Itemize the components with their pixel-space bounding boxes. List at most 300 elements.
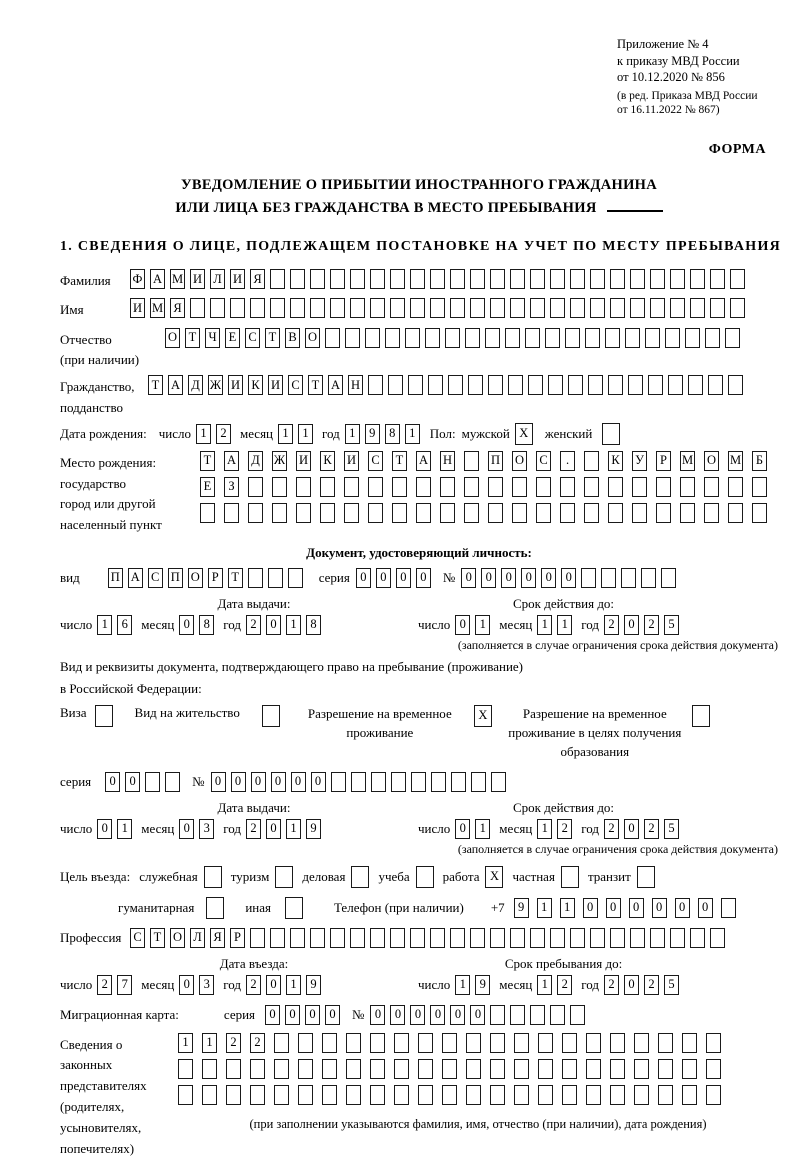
char-box[interactable]: Ф — [130, 269, 145, 289]
gender-female-checkbox[interactable] — [602, 423, 620, 445]
char-box[interactable]: Л — [190, 928, 205, 948]
char-box[interactable]: 0 — [698, 898, 713, 918]
char-box[interactable]: 9 — [514, 898, 529, 918]
char-box[interactable] — [706, 1059, 721, 1079]
char-box[interactable]: 3 — [199, 975, 214, 995]
char-box[interactable] — [425, 328, 440, 348]
purpose-work-checkbox[interactable] — [485, 866, 503, 888]
char-box[interactable]: 0 — [266, 819, 281, 839]
char-box[interactable] — [630, 928, 645, 948]
char-box[interactable] — [320, 503, 335, 523]
char-box[interactable]: С — [245, 328, 260, 348]
char-box[interactable] — [752, 477, 767, 497]
char-box[interactable] — [248, 477, 263, 497]
char-box[interactable] — [658, 1085, 673, 1105]
char-box[interactable] — [440, 477, 455, 497]
representatives-row3-boxes[interactable] — [178, 1085, 721, 1105]
char-box[interactable] — [445, 328, 460, 348]
char-box[interactable] — [274, 1033, 289, 1053]
char-box[interactable]: 0 — [455, 615, 470, 635]
char-box[interactable] — [450, 928, 465, 948]
char-box[interactable]: X — [515, 423, 533, 445]
char-box[interactable]: 0 — [370, 1005, 385, 1025]
patronymic-boxes[interactable] — [165, 328, 740, 348]
char-box[interactable] — [270, 269, 285, 289]
char-box[interactable] — [272, 477, 287, 497]
char-box[interactable] — [325, 328, 340, 348]
char-box[interactable] — [416, 503, 431, 523]
char-box[interactable] — [581, 568, 596, 588]
char-box[interactable] — [370, 1085, 385, 1105]
char-box[interactable] — [331, 772, 346, 792]
char-box[interactable] — [430, 298, 445, 318]
char-box[interactable]: 2 — [644, 975, 659, 995]
char-box[interactable] — [705, 328, 720, 348]
char-box[interactable] — [570, 1005, 585, 1025]
char-box[interactable] — [690, 269, 705, 289]
profession-boxes[interactable] — [130, 928, 725, 948]
char-box[interactable]: М — [170, 269, 185, 289]
char-box[interactable] — [530, 1005, 545, 1025]
char-box[interactable]: К — [608, 451, 623, 471]
char-box[interactable]: 1 — [560, 898, 575, 918]
char-box[interactable]: А — [128, 568, 143, 588]
char-box[interactable] — [451, 772, 466, 792]
char-box[interactable] — [730, 269, 745, 289]
char-box[interactable]: 0 — [461, 568, 476, 588]
char-box[interactable] — [505, 328, 520, 348]
edu-permit-checkbox[interactable] — [692, 705, 710, 727]
char-box[interactable] — [752, 503, 767, 523]
char-box[interactable]: 0 — [470, 1005, 485, 1025]
birth-day-boxes[interactable] — [196, 424, 231, 444]
char-box[interactable] — [490, 1033, 505, 1053]
char-box[interactable]: Е — [200, 477, 215, 497]
char-box[interactable]: О — [188, 568, 203, 588]
char-box[interactable] — [320, 477, 335, 497]
char-box[interactable] — [512, 503, 527, 523]
char-box[interactable] — [270, 298, 285, 318]
gender-male-checkbox[interactable] — [515, 423, 533, 445]
char-box[interactable] — [410, 269, 425, 289]
char-box[interactable] — [202, 1085, 217, 1105]
char-box[interactable]: М — [150, 298, 165, 318]
char-box[interactable]: 0 — [97, 819, 112, 839]
char-box[interactable]: 8 — [306, 615, 321, 635]
char-box[interactable] — [610, 298, 625, 318]
char-box[interactable] — [442, 1059, 457, 1079]
char-box[interactable]: 1 — [117, 819, 132, 839]
char-box[interactable] — [394, 1085, 409, 1105]
char-box[interactable] — [525, 328, 540, 348]
char-box[interactable]: 1 — [178, 1033, 193, 1053]
char-box[interactable]: О — [305, 328, 320, 348]
char-box[interactable]: 0 — [675, 898, 690, 918]
residence-issue-month-boxes[interactable] — [179, 819, 214, 839]
entry-month-boxes[interactable] — [179, 975, 214, 995]
char-box[interactable] — [690, 928, 705, 948]
char-box[interactable]: 0 — [561, 568, 576, 588]
char-box[interactable]: 0 — [125, 772, 140, 792]
char-box[interactable]: 5 — [664, 975, 679, 995]
residence-number-boxes[interactable] — [211, 772, 506, 792]
char-box[interactable]: 0 — [376, 568, 391, 588]
char-box[interactable]: 8 — [385, 424, 400, 444]
char-box[interactable] — [330, 928, 345, 948]
char-box[interactable] — [692, 705, 710, 727]
char-box[interactable] — [632, 477, 647, 497]
char-box[interactable] — [368, 375, 383, 395]
char-box[interactable]: М — [728, 451, 743, 471]
char-box[interactable] — [584, 451, 599, 471]
char-box[interactable] — [200, 503, 215, 523]
char-box[interactable]: 1 — [298, 424, 313, 444]
char-box[interactable] — [190, 298, 205, 318]
char-box[interactable] — [721, 898, 736, 918]
char-box[interactable] — [634, 1033, 649, 1053]
char-box[interactable] — [418, 1085, 433, 1105]
char-box[interactable] — [230, 298, 245, 318]
char-box[interactable] — [248, 503, 263, 523]
char-box[interactable] — [394, 1059, 409, 1079]
char-box[interactable] — [250, 1085, 265, 1105]
entry-year-boxes[interactable] — [246, 975, 321, 995]
char-box[interactable]: . — [560, 451, 575, 471]
char-box[interactable] — [514, 1033, 529, 1053]
char-box[interactable] — [510, 928, 525, 948]
char-box[interactable]: Ж — [272, 451, 287, 471]
char-box[interactable]: 0 — [481, 568, 496, 588]
char-box[interactable] — [270, 928, 285, 948]
char-box[interactable] — [491, 772, 506, 792]
char-box[interactable] — [585, 328, 600, 348]
char-box[interactable] — [145, 772, 160, 792]
char-box[interactable] — [275, 866, 293, 888]
char-box[interactable] — [95, 705, 113, 727]
char-box[interactable] — [550, 269, 565, 289]
char-box[interactable] — [650, 269, 665, 289]
char-box[interactable] — [391, 772, 406, 792]
char-box[interactable]: 0 — [105, 772, 120, 792]
char-box[interactable]: 2 — [604, 819, 619, 839]
char-box[interactable] — [350, 298, 365, 318]
char-box[interactable] — [370, 298, 385, 318]
char-box[interactable]: С — [148, 568, 163, 588]
issue-month-boxes[interactable] — [179, 615, 214, 635]
char-box[interactable] — [588, 375, 603, 395]
char-box[interactable] — [322, 1085, 337, 1105]
char-box[interactable]: В — [285, 328, 300, 348]
purpose-private-checkbox[interactable] — [561, 866, 579, 888]
char-box[interactable] — [226, 1085, 241, 1105]
doc-series-boxes[interactable] — [356, 568, 431, 588]
char-box[interactable] — [550, 298, 565, 318]
char-box[interactable] — [530, 298, 545, 318]
char-box[interactable]: 0 — [179, 975, 194, 995]
char-box[interactable]: 5 — [664, 819, 679, 839]
char-box[interactable]: П — [488, 451, 503, 471]
char-box[interactable]: 0 — [501, 568, 516, 588]
char-box[interactable] — [608, 375, 623, 395]
char-box[interactable] — [442, 1085, 457, 1105]
char-box[interactable]: Е — [225, 328, 240, 348]
char-box[interactable]: 0 — [266, 975, 281, 995]
char-box[interactable] — [298, 1085, 313, 1105]
char-box[interactable] — [464, 451, 479, 471]
char-box[interactable] — [488, 375, 503, 395]
char-box[interactable]: О — [512, 451, 527, 471]
residence-expiry-day-boxes[interactable] — [455, 819, 490, 839]
purpose-humanitarian-checkbox[interactable] — [206, 897, 224, 919]
doc-kind-boxes[interactable] — [108, 568, 303, 588]
char-box[interactable] — [530, 269, 545, 289]
residence-issue-day-boxes[interactable] — [97, 819, 132, 839]
char-box[interactable] — [470, 928, 485, 948]
char-box[interactable] — [608, 503, 623, 523]
char-box[interactable]: И — [228, 375, 243, 395]
char-box[interactable]: С — [368, 451, 383, 471]
char-box[interactable]: 0 — [356, 568, 371, 588]
char-box[interactable] — [368, 503, 383, 523]
char-box[interactable]: Р — [656, 451, 671, 471]
char-box[interactable]: 5 — [664, 615, 679, 635]
char-box[interactable] — [682, 1085, 697, 1105]
char-box[interactable] — [248, 568, 263, 588]
char-box[interactable] — [725, 328, 740, 348]
char-box[interactable]: С — [536, 451, 551, 471]
char-box[interactable] — [346, 1085, 361, 1105]
char-box[interactable]: М — [680, 451, 695, 471]
char-box[interactable] — [178, 1085, 193, 1105]
char-box[interactable] — [528, 375, 543, 395]
char-box[interactable] — [632, 503, 647, 523]
char-box[interactable] — [605, 328, 620, 348]
char-box[interactable]: И — [190, 269, 205, 289]
char-box[interactable]: 2 — [246, 615, 261, 635]
char-box[interactable]: Л — [210, 269, 225, 289]
char-box[interactable] — [485, 328, 500, 348]
char-box[interactable]: 0 — [305, 1005, 320, 1025]
residence-expiry-year-boxes[interactable] — [604, 819, 679, 839]
char-box[interactable] — [656, 477, 671, 497]
char-box[interactable]: 0 — [396, 568, 411, 588]
char-box[interactable] — [365, 328, 380, 348]
char-box[interactable] — [368, 477, 383, 497]
char-box[interactable] — [392, 477, 407, 497]
char-box[interactable] — [548, 375, 563, 395]
char-box[interactable] — [536, 503, 551, 523]
char-box[interactable] — [330, 269, 345, 289]
char-box[interactable] — [570, 928, 585, 948]
char-box[interactable]: Р — [230, 928, 245, 948]
char-box[interactable]: 0 — [390, 1005, 405, 1025]
char-box[interactable] — [488, 477, 503, 497]
char-box[interactable] — [706, 1033, 721, 1053]
char-box[interactable] — [466, 1059, 481, 1079]
char-box[interactable] — [385, 328, 400, 348]
char-box[interactable] — [371, 772, 386, 792]
char-box[interactable] — [408, 375, 423, 395]
char-box[interactable]: 0 — [583, 898, 598, 918]
char-box[interactable]: Д — [248, 451, 263, 471]
char-box[interactable] — [250, 1059, 265, 1079]
char-box[interactable]: К — [320, 451, 335, 471]
char-box[interactable] — [345, 328, 360, 348]
char-box[interactable] — [464, 477, 479, 497]
char-box[interactable] — [298, 1059, 313, 1079]
char-box[interactable] — [565, 328, 580, 348]
char-box[interactable] — [388, 375, 403, 395]
char-box[interactable]: А — [168, 375, 183, 395]
char-box[interactable]: 0 — [624, 819, 639, 839]
char-box[interactable]: 0 — [410, 1005, 425, 1025]
char-box[interactable] — [410, 298, 425, 318]
char-box[interactable] — [204, 866, 222, 888]
char-box[interactable]: 0 — [606, 898, 621, 918]
char-box[interactable]: 1 — [557, 615, 572, 635]
char-box[interactable] — [224, 503, 239, 523]
migration-series-boxes[interactable] — [265, 1005, 340, 1025]
char-box[interactable] — [210, 298, 225, 318]
char-box[interactable] — [610, 1085, 625, 1105]
char-box[interactable] — [490, 269, 505, 289]
residence-series-boxes[interactable] — [105, 772, 180, 792]
char-box[interactable] — [538, 1059, 553, 1079]
birth-place-row2-boxes[interactable] — [200, 477, 767, 497]
char-box[interactable] — [728, 375, 743, 395]
char-box[interactable]: 0 — [231, 772, 246, 792]
char-box[interactable] — [512, 477, 527, 497]
char-box[interactable] — [560, 477, 575, 497]
char-box[interactable]: 3 — [199, 819, 214, 839]
char-box[interactable] — [411, 772, 426, 792]
residence-issue-year-boxes[interactable] — [246, 819, 321, 839]
char-box[interactable]: 1 — [537, 819, 552, 839]
char-box[interactable] — [442, 1033, 457, 1053]
char-box[interactable] — [370, 928, 385, 948]
char-box[interactable]: Т — [265, 328, 280, 348]
char-box[interactable]: 2 — [226, 1033, 241, 1053]
char-box[interactable]: К — [248, 375, 263, 395]
stay-month-boxes[interactable] — [537, 975, 572, 995]
char-box[interactable]: 1 — [202, 1033, 217, 1053]
char-box[interactable]: 9 — [365, 424, 380, 444]
char-box[interactable] — [416, 477, 431, 497]
char-box[interactable] — [390, 928, 405, 948]
char-box[interactable] — [450, 269, 465, 289]
char-box[interactable] — [510, 269, 525, 289]
char-box[interactable] — [250, 298, 265, 318]
char-box[interactable] — [510, 298, 525, 318]
char-box[interactable] — [610, 269, 625, 289]
char-box[interactable] — [250, 928, 265, 948]
char-box[interactable]: 1 — [345, 424, 360, 444]
migration-number-boxes[interactable] — [370, 1005, 585, 1025]
char-box[interactable]: 0 — [271, 772, 286, 792]
char-box[interactable]: И — [344, 451, 359, 471]
char-box[interactable] — [464, 503, 479, 523]
char-box[interactable] — [688, 375, 703, 395]
char-box[interactable]: 2 — [557, 975, 572, 995]
char-box[interactable] — [350, 269, 365, 289]
birth-year-boxes[interactable] — [345, 424, 420, 444]
char-box[interactable] — [610, 928, 625, 948]
char-box[interactable]: X — [474, 705, 492, 727]
char-box[interactable]: 9 — [475, 975, 490, 995]
char-box[interactable] — [418, 1033, 433, 1053]
issue-day-boxes[interactable] — [97, 615, 132, 635]
char-box[interactable] — [178, 1059, 193, 1079]
char-box[interactable]: 2 — [97, 975, 112, 995]
char-box[interactable] — [290, 928, 305, 948]
char-box[interactable] — [538, 1085, 553, 1105]
char-box[interactable] — [285, 897, 303, 919]
char-box[interactable] — [650, 298, 665, 318]
char-box[interactable] — [670, 298, 685, 318]
char-box[interactable] — [310, 928, 325, 948]
purpose-tourism-checkbox[interactable] — [275, 866, 293, 888]
char-box[interactable] — [508, 375, 523, 395]
char-box[interactable] — [390, 269, 405, 289]
char-box[interactable] — [470, 298, 485, 318]
representatives-row1-boxes[interactable] — [178, 1033, 721, 1053]
char-box[interactable] — [351, 772, 366, 792]
char-box[interactable] — [490, 1085, 505, 1105]
char-box[interactable]: 1 — [278, 424, 293, 444]
char-box[interactable]: 7 — [117, 975, 132, 995]
char-box[interactable] — [682, 1059, 697, 1079]
char-box[interactable] — [448, 375, 463, 395]
char-box[interactable]: 0 — [455, 819, 470, 839]
char-box[interactable]: 0 — [211, 772, 226, 792]
char-box[interactable] — [344, 477, 359, 497]
char-box[interactable]: 0 — [179, 819, 194, 839]
char-box[interactable]: Р — [208, 568, 223, 588]
name-boxes[interactable] — [130, 298, 745, 318]
char-box[interactable]: 1 — [97, 615, 112, 635]
char-box[interactable] — [392, 503, 407, 523]
char-box[interactable] — [322, 1033, 337, 1053]
char-box[interactable] — [668, 375, 683, 395]
char-box[interactable]: 0 — [450, 1005, 465, 1025]
char-box[interactable] — [545, 328, 560, 348]
citizenship-boxes[interactable] — [148, 375, 743, 395]
char-box[interactable]: Т — [308, 375, 323, 395]
char-box[interactable] — [490, 1005, 505, 1025]
char-box[interactable]: 9 — [306, 819, 321, 839]
char-box[interactable] — [514, 1059, 529, 1079]
char-box[interactable]: О — [165, 328, 180, 348]
char-box[interactable] — [680, 477, 695, 497]
char-box[interactable] — [450, 298, 465, 318]
entry-day-boxes[interactable] — [97, 975, 132, 995]
char-box[interactable] — [645, 328, 660, 348]
char-box[interactable]: 2 — [250, 1033, 265, 1053]
char-box[interactable] — [704, 477, 719, 497]
char-box[interactable] — [561, 866, 579, 888]
char-box[interactable]: 0 — [311, 772, 326, 792]
char-box[interactable]: 2 — [216, 424, 231, 444]
char-box[interactable]: 0 — [629, 898, 644, 918]
char-box[interactable] — [661, 568, 676, 588]
char-box[interactable] — [710, 928, 725, 948]
char-box[interactable] — [637, 866, 655, 888]
char-box[interactable]: У — [632, 451, 647, 471]
char-box[interactable]: 0 — [265, 1005, 280, 1025]
char-box[interactable] — [390, 298, 405, 318]
char-box[interactable] — [350, 928, 365, 948]
char-box[interactable] — [658, 1033, 673, 1053]
